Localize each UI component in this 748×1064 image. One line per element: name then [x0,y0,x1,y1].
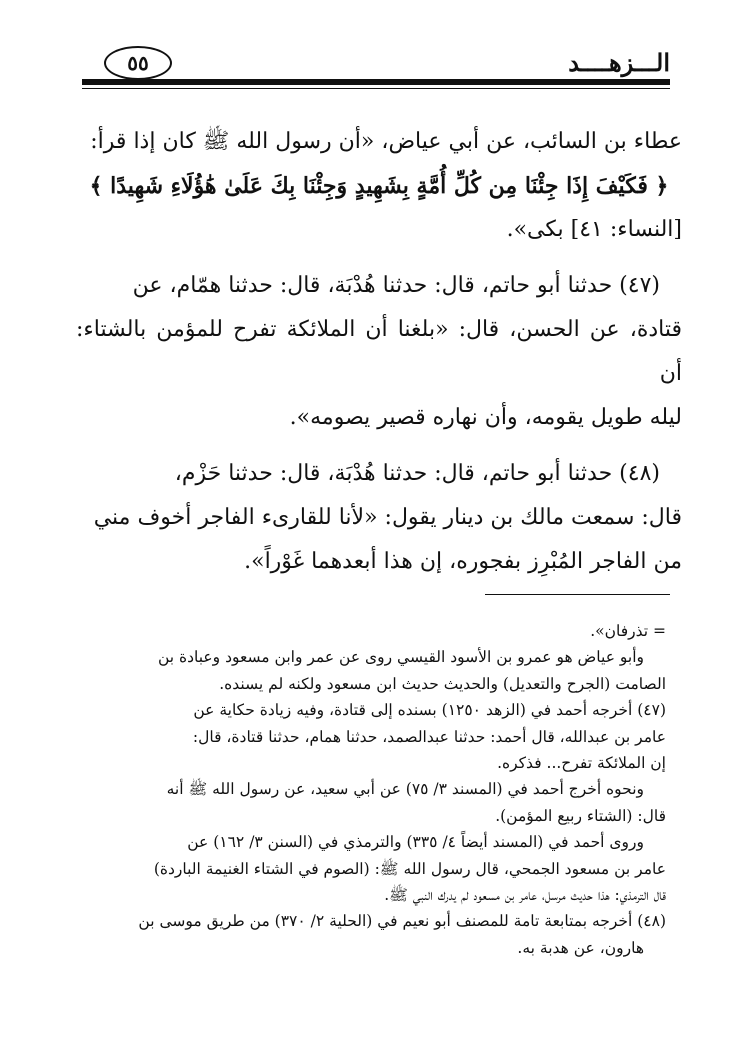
paragraph-48-line: من الفاجر المُبْرِز بفجوره، إن هذا أبعدهما غَوْراً». [244,549,682,574]
paragraph-47-line: (٤٧) حدثنا أبو حاتم، قال: حدثنا هُدْبَة، قال: حدثنا همّام، عن [132,273,660,298]
footnote-line: قال الترمذي: هذا حديث مرسل، عامر بن مسعود لم يدرك النبي ﷺ. [384,886,666,905]
footnote-line: عامر بن عبدالله، قال أحمد: حدثنا عبدالصمد، حدثنا همام، حدثنا قتادة، قال: [192,727,666,746]
footnote-separator [485,594,670,595]
footnote-line: عامر بن مسعود الجمحي، قال رسول الله ﷺ: (الصوم في الشتاء الغنيمة الباردة) [153,859,666,878]
footnote-line: ونحوه أخرج أحمد في (المسند ٣/ ٧٥) عن أبي سعيد، عن رسول الله ﷺ أنه [166,780,644,799]
text-line: عطاء بن السائب، عن أبي عياض، «أن رسول الله ﷺ كان إذا قرأ: [90,129,682,154]
paragraph-47-line: قتادة، عن الحسن، قال: «بلغنا أن الملائكة تفرح للمؤمن بالشتاء: أن [76,317,682,386]
main-text [76,120,682,584]
footnote-line: وروى أحمد في (المسند أيضاً ٤/ ٣٣٥) والترمذي في (السنن ٣/ ١٦٢) عن [187,833,644,852]
running-title: الـــزهــــد [568,48,670,77]
quran-verse: ﴿ فَكَيْفَ إِذَا جِئْنَا مِن كُلِّ أُمَّةٍ بِشَهِيدٍ وَجِئْنَا بِكَ عَلَىٰ هَٰؤُلَاءِ شَهِيدًا ﴾ [89,173,669,199]
footnotes [54,618,666,961]
footnote-line: وأبو عياض هو عمرو بن الأسود القيسي روى عن عمر وابن مسعود وعبادة بن [157,648,644,667]
page-header [82,42,670,90]
header-rule-thin [82,88,670,89]
footnote-line: (٤٨) أخرجه بمتابعة تامة للمصنف أبو نعيم في (الحلية ٢/ ٣٧٠) من طريق موسى بن [138,912,666,931]
page-number: ٥٥ [104,46,172,80]
paragraph-48-line: (٤٨) حدثنا أبو حاتم، قال: حدثنا هُدْبَة، قال: حدثنا حَزْم، [174,461,660,486]
paragraph-48-line: قال: سمعت مالك بن دينار يقول: «لأنا للقارىء الفاجر أخوف مني [93,505,682,530]
paragraph-47-line: ليله طويل يقومه، وأن نهاره قصير يصومه». [289,405,682,430]
footnote-line: الصامت (الجرح والتعديل) والحديث حديث ابن مسعود ولكنه لم يسنده. [219,674,666,693]
footnote-line: قال: (الشتاء ربيع المؤمن). [495,806,666,825]
text-line: [النساء: ٤١] بكى». [506,217,682,242]
footnote-line: هارون، عن هدبة به. [517,938,644,957]
footnote-line: = تذرفان». [590,622,666,640]
footnote-line: (٤٧) أخرجه أحمد في (الزهد ١٢٥٠) بسنده إلى قتادة، وفيه زيادة حكاية عن [193,701,666,720]
header-rule [82,79,670,85]
footnote-line: إن الملائكة تفرح... فذكره. [497,754,666,773]
